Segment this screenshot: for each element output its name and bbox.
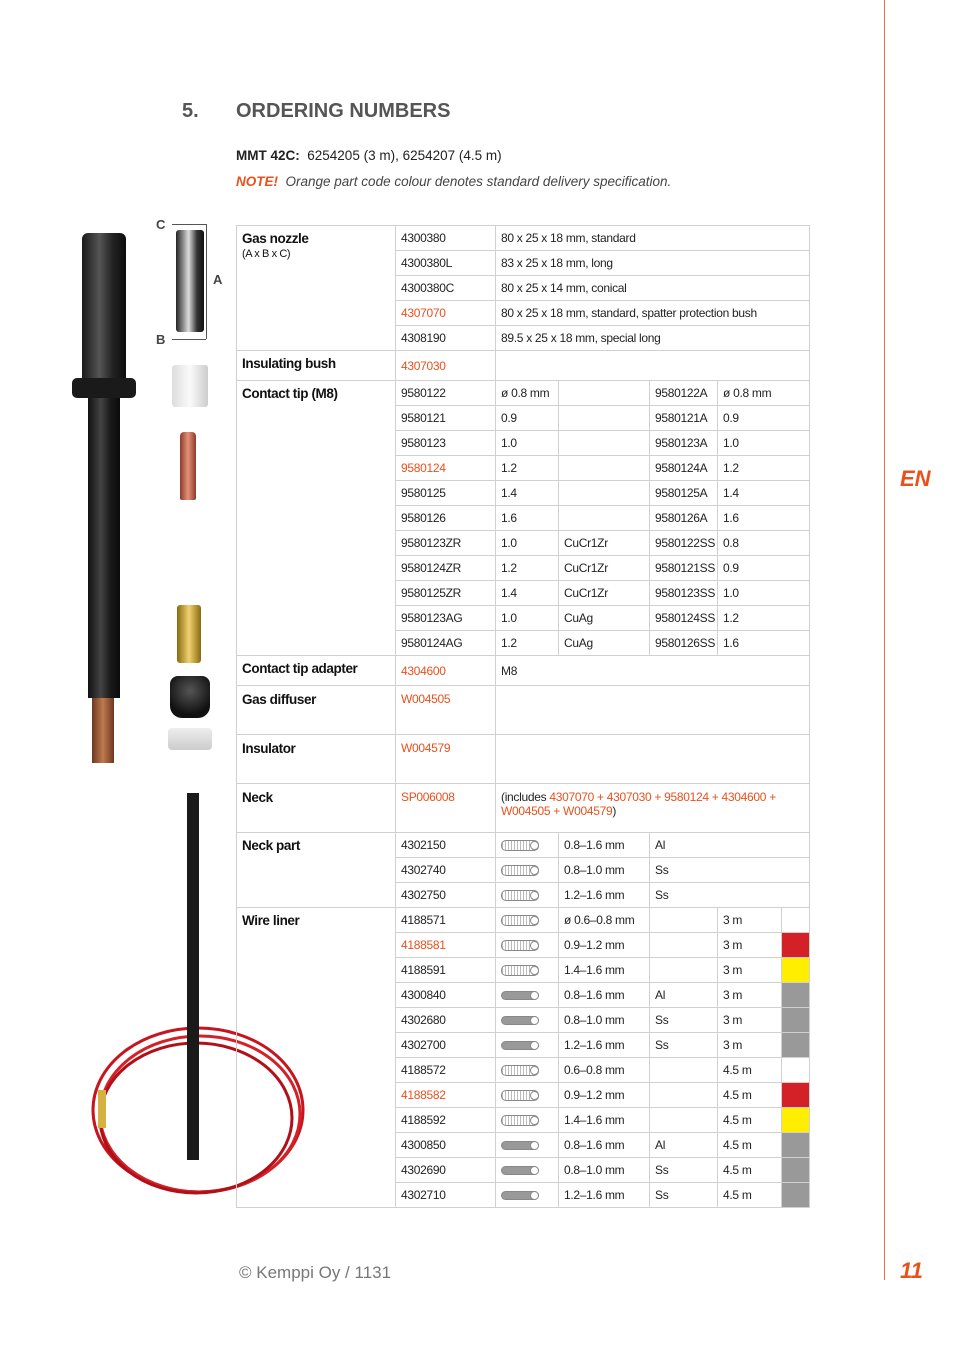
neck-includes: (includes 4307070 + 4307030 + 9580124 + 4304600 + W004505 + W004579) <box>496 784 810 833</box>
plastic-liner-icon <box>501 1041 539 1050</box>
liner-icon-cell <box>496 1008 559 1033</box>
tip-size: 1.0 <box>496 606 559 631</box>
material: Ss <box>650 858 810 883</box>
tip-material: CuAg <box>559 606 650 631</box>
steel-liner-icon <box>501 1090 539 1101</box>
table-row <box>237 351 810 381</box>
tip-size-alt: 1.6 <box>718 506 810 531</box>
liner-colour-swatch <box>782 1133 810 1158</box>
tip-size: 1.2 <box>496 556 559 581</box>
liner-length: 3 m <box>718 1008 782 1033</box>
liner-colour-swatch <box>782 983 810 1008</box>
plastic-liner-icon <box>501 1166 539 1175</box>
liner-length: 4.5 m <box>718 1133 782 1158</box>
tip-size: 1.4 <box>496 481 559 506</box>
part-code: 4307030 <box>396 351 496 381</box>
category-contact-tip: Contact tip (M8) <box>237 381 396 656</box>
part-code-alt: 9580124SS <box>650 606 718 631</box>
part-desc: 80 x 25 x 14 mm, conical <box>496 276 810 301</box>
material <box>650 908 718 933</box>
liner-colour-swatch <box>782 1083 810 1108</box>
liner-colour-swatch <box>782 1183 810 1208</box>
category-wire-liner: Wire liner <box>237 908 396 1208</box>
part-code-alt: 9580123SS <box>650 581 718 606</box>
gas-diffuser-image <box>170 676 210 718</box>
part-code: 4302700 <box>396 1033 496 1058</box>
liner-colour-swatch <box>782 933 810 958</box>
wire-range: ø 0.6–0.8 mm <box>559 908 650 933</box>
torch-neck-image <box>82 233 126 763</box>
wire-range: 1.2–1.6 mm <box>559 1183 650 1208</box>
part-code: 9580124ZR <box>396 556 496 581</box>
wire-range: 1.4–1.6 mm <box>559 1108 650 1133</box>
material: Al <box>650 983 718 1008</box>
tip-size-alt: 1.2 <box>718 606 810 631</box>
part-desc: 80 x 25 x 18 mm, standard, spatter protection bush <box>496 301 810 326</box>
part-code: 9580126 <box>396 506 496 531</box>
category-gas-nozzle: Gas nozzle (A x B x C) <box>237 226 396 351</box>
tip-size: 1.0 <box>496 431 559 456</box>
part-code: W004579 <box>396 735 496 784</box>
liner-icon-cell <box>496 883 559 908</box>
steel-liner-icon <box>501 915 539 926</box>
liner-icon-cell <box>496 958 559 983</box>
tip-size-alt: ø 0.8 mm <box>718 381 810 406</box>
tip-material <box>559 506 650 531</box>
wire-range: 0.8–1.6 mm <box>559 833 650 858</box>
section-title: ORDERING NUMBERS <box>236 100 451 122</box>
dim-line-bottom <box>172 339 206 340</box>
liner-length: 3 m <box>718 983 782 1008</box>
part-desc: 80 x 25 x 18 mm, standard <box>496 226 810 251</box>
tip-size-alt: 1.4 <box>718 481 810 506</box>
part-code: 4188571 <box>396 908 496 933</box>
page-number: 11 <box>900 1258 923 1283</box>
part-code-alt: 9580121SS <box>650 556 718 581</box>
plastic-liner-icon <box>501 991 539 1000</box>
part-code-alt: 9580124A <box>650 456 718 481</box>
part-code-alt: 9580125A <box>650 481 718 506</box>
model-label: MMT 42C: <box>236 148 300 163</box>
wire-range: 0.8–1.0 mm <box>559 858 650 883</box>
part-code: 4304600 <box>396 656 496 686</box>
steel-liner-icon <box>501 840 539 851</box>
material: Al <box>650 1133 718 1158</box>
ordering-table <box>236 225 810 1208</box>
liner-length: 4.5 m <box>718 1108 782 1133</box>
liner-colour-swatch <box>782 958 810 983</box>
part-desc: M8 <box>496 656 810 686</box>
tip-material: CuCr1Zr <box>559 581 650 606</box>
part-code: SP006008 <box>396 784 496 833</box>
table-row <box>237 381 810 406</box>
gas-nozzle-image <box>176 230 204 332</box>
liner-icon-cell <box>496 1158 559 1183</box>
part-code: 4300850 <box>396 1133 496 1158</box>
model-line <box>236 148 502 163</box>
part-code: 4188592 <box>396 1108 496 1133</box>
tip-size: 1.2 <box>496 456 559 481</box>
tip-size-alt: 0.9 <box>718 556 810 581</box>
tip-material: CuCr1Zr <box>559 556 650 581</box>
section-number: 5. <box>182 100 199 122</box>
material: Ss <box>650 1008 718 1033</box>
right-margin-line <box>884 0 885 1280</box>
liner-length: 4.5 m <box>718 1158 782 1183</box>
material <box>650 933 718 958</box>
part-code-alt: 9580123A <box>650 431 718 456</box>
steel-liner-icon <box>501 940 539 951</box>
wire-range: 0.8–1.0 mm <box>559 1008 650 1033</box>
table-row <box>237 656 810 686</box>
material <box>650 958 718 983</box>
tip-size: 1.6 <box>496 506 559 531</box>
table-row <box>237 735 810 784</box>
part-desc: 89.5 x 25 x 18 mm, special long <box>496 326 810 351</box>
table-row <box>237 908 810 933</box>
liner-icon-cell <box>496 1108 559 1133</box>
part-code: 9580124AG <box>396 631 496 656</box>
part-code: 9580125 <box>396 481 496 506</box>
dim-b-label: B <box>156 332 166 347</box>
dim-a-label: A <box>213 272 223 287</box>
plastic-liner-icon <box>501 1191 539 1200</box>
material <box>650 1058 718 1083</box>
wire-range: 1.2–1.6 mm <box>559 883 650 908</box>
part-code: 4300380 <box>396 226 496 251</box>
dim-line-side <box>206 224 207 339</box>
table-row <box>237 686 810 735</box>
material: Ss <box>650 883 810 908</box>
steel-liner-icon <box>501 890 539 901</box>
wire-range: 0.8–1.6 mm <box>559 983 650 1008</box>
table-row <box>237 833 810 858</box>
liner-icon-cell <box>496 908 559 933</box>
category-gas-diffuser: Gas diffuser <box>237 686 396 735</box>
part-code: 4300380C <box>396 276 496 301</box>
part-code: 9580124 <box>396 456 496 481</box>
tip-size-alt: 1.0 <box>718 431 810 456</box>
wire-range: 0.8–1.0 mm <box>559 1158 650 1183</box>
wire-range: 0.8–1.6 mm <box>559 1133 650 1158</box>
liner-length: 4.5 m <box>718 1183 782 1208</box>
plastic-liner-icon <box>501 1141 539 1150</box>
note-line <box>236 174 671 189</box>
tip-material <box>559 456 650 481</box>
dim-line-top <box>172 224 206 225</box>
category-insulator: Insulator <box>237 735 396 784</box>
part-code: 4308190 <box>396 326 496 351</box>
part-code: 4302750 <box>396 883 496 908</box>
liner-icon-cell <box>496 983 559 1008</box>
liner-icon-cell <box>496 858 559 883</box>
insulator-image <box>168 728 212 750</box>
plastic-liner-icon <box>501 1016 539 1025</box>
part-code-alt: 9580122A <box>650 381 718 406</box>
part-code: 9580123ZR <box>396 531 496 556</box>
table-row <box>237 784 810 833</box>
part-code-alt: 9580121A <box>650 406 718 431</box>
liner-colour-swatch <box>782 908 810 933</box>
material <box>650 1108 718 1133</box>
category-neck: Neck <box>237 784 396 833</box>
part-code: 4188591 <box>396 958 496 983</box>
part-code: 4302690 <box>396 1158 496 1183</box>
steel-liner-icon <box>501 865 539 876</box>
part-code: 4188572 <box>396 1058 496 1083</box>
part-code: W004505 <box>396 686 496 735</box>
tip-size-alt: 0.9 <box>718 406 810 431</box>
liner-icon-cell <box>496 933 559 958</box>
footer-copyright: © Kemppi Oy / 1131 <box>239 1263 392 1282</box>
part-code: 4188582 <box>396 1083 496 1108</box>
liner-icon-cell <box>496 1083 559 1108</box>
dim-c-label: C <box>156 217 166 232</box>
part-code: 4302150 <box>396 833 496 858</box>
liner-colour-swatch <box>782 1108 810 1133</box>
part-desc: 83 x 25 x 18 mm, long <box>496 251 810 276</box>
tip-material <box>559 481 650 506</box>
material: Ss <box>650 1033 718 1058</box>
table-row <box>237 226 810 251</box>
tip-size: 1.2 <box>496 631 559 656</box>
material: Al <box>650 833 810 858</box>
tip-material <box>559 431 650 456</box>
category-neck-part: Neck part <box>237 833 396 908</box>
part-code: 9580122 <box>396 381 496 406</box>
tip-material <box>559 381 650 406</box>
tip-material: CuCr1Zr <box>559 531 650 556</box>
category-insulating-bush: Insulating bush <box>237 351 396 381</box>
tip-size-alt: 1.0 <box>718 581 810 606</box>
material <box>650 1083 718 1108</box>
part-code: 4302740 <box>396 858 496 883</box>
liner-icon-cell <box>496 1033 559 1058</box>
tip-size: 1.0 <box>496 531 559 556</box>
liner-colour-swatch <box>782 1033 810 1058</box>
liner-colour-swatch <box>782 1058 810 1083</box>
wire-range: 0.9–1.2 mm <box>559 933 650 958</box>
note-label: NOTE! <box>236 174 278 189</box>
part-code: 4300840 <box>396 983 496 1008</box>
material: Ss <box>650 1158 718 1183</box>
liner-length: 4.5 m <box>718 1083 782 1108</box>
liner-icon-cell <box>496 1058 559 1083</box>
tip-size: ø 0.8 mm <box>496 381 559 406</box>
category-contact-tip-adapter: Contact tip adapter <box>237 656 396 686</box>
liner-length: 3 m <box>718 1033 782 1058</box>
part-code-alt: 9580126A <box>650 506 718 531</box>
wire-range: 1.2–1.6 mm <box>559 1033 650 1058</box>
tip-material <box>559 406 650 431</box>
language-label: EN <box>900 466 931 491</box>
liner-icon-cell <box>496 1133 559 1158</box>
tip-size: 1.4 <box>496 581 559 606</box>
note-text: Orange part code colour denotes standard delivery specification. <box>285 174 672 189</box>
insulating-bush-image <box>172 365 208 407</box>
liner-length: 3 m <box>718 958 782 983</box>
liner-length: 4.5 m <box>718 1058 782 1083</box>
part-code: 4188581 <box>396 933 496 958</box>
steel-liner-icon <box>501 965 539 976</box>
tip-size-alt: 1.6 <box>718 631 810 656</box>
part-code: 9580125ZR <box>396 581 496 606</box>
part-code: 9580123AG <box>396 606 496 631</box>
liner-colour-swatch <box>782 1008 810 1033</box>
tip-size: 0.9 <box>496 406 559 431</box>
part-code-alt: 9580126SS <box>650 631 718 656</box>
part-code: 9580121 <box>396 406 496 431</box>
steel-liner-icon <box>501 1065 539 1076</box>
wire-liner-black-image <box>187 793 199 1160</box>
liner-length: 3 m <box>718 933 782 958</box>
part-code-alt: 9580122SS <box>650 531 718 556</box>
part-code: 4302710 <box>396 1183 496 1208</box>
material: Ss <box>650 1183 718 1208</box>
tip-adapter-image <box>177 605 201 663</box>
part-code: 4302680 <box>396 1008 496 1033</box>
part-code: 4307070 <box>396 301 496 326</box>
tip-material: CuAg <box>559 631 650 656</box>
wire-range: 1.4–1.6 mm <box>559 958 650 983</box>
part-code: 4300380L <box>396 251 496 276</box>
liner-colour-swatch <box>782 1158 810 1183</box>
model-codes: 6254205 (3 m), 6254207 (4.5 m) <box>307 148 502 163</box>
contact-tip-image <box>180 432 196 500</box>
tip-size-alt: 1.2 <box>718 456 810 481</box>
tip-size-alt: 0.8 <box>718 531 810 556</box>
wire-range: 0.6–0.8 mm <box>559 1058 650 1083</box>
liner-icon-cell <box>496 833 559 858</box>
steel-liner-icon <box>501 1115 539 1126</box>
part-code: 9580123 <box>396 431 496 456</box>
wire-range: 0.9–1.2 mm <box>559 1083 650 1108</box>
liner-icon-cell <box>496 1183 559 1208</box>
liner-length: 3 m <box>718 908 782 933</box>
